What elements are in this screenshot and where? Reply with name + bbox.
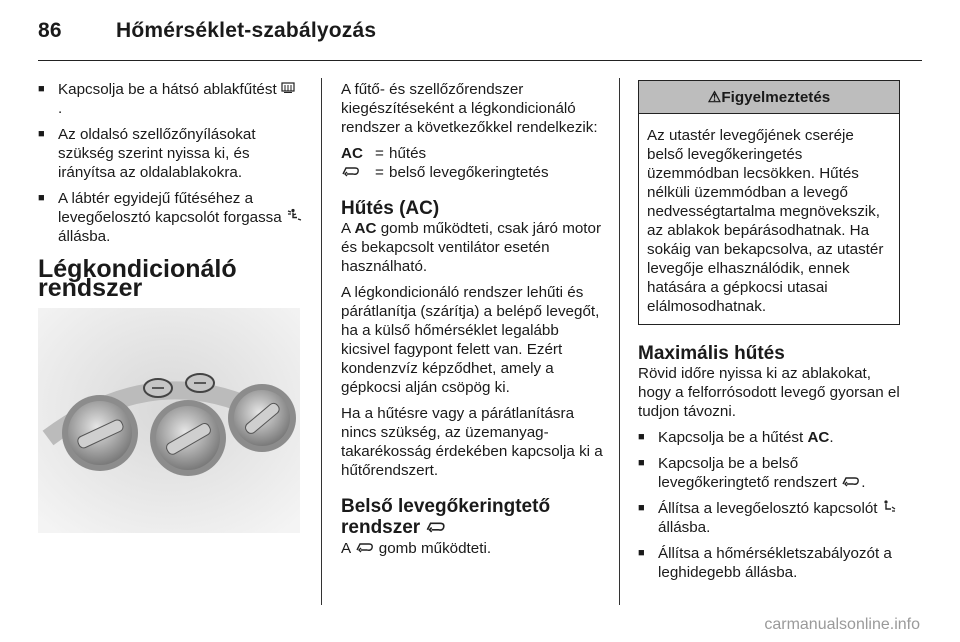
list-item: ■ Állítsa a levegőelosztó kapcsolót állásba.: [638, 499, 900, 537]
section-heading: Légkondicionáló rendszer: [38, 255, 237, 302]
column-divider: [619, 78, 620, 605]
list-item: ■ Az oldalsó szellőzőnyílásokat szükség szerint nyissa ki, és irányítsa az oldalablakokra.: [38, 125, 308, 182]
page-header: [38, 19, 376, 43]
climate-control-panel-illustration: [38, 308, 300, 533]
recirculation-icon: [341, 163, 361, 182]
recirculation-icon: [355, 539, 375, 558]
max-cooling-intro: Rövid időre nyissa ki az ablakokat, hogy a felforrósodott levegő gyorsan el tudjon távozni.: [638, 365, 900, 420]
bullet-list: [638, 428, 900, 582]
right-column: [638, 80, 900, 589]
page-title: Hőmérséklet-szabályozás: [116, 19, 377, 42]
foot-defrost-icon: [286, 208, 302, 227]
definition-row: AC = hűtés: [341, 145, 427, 162]
max-cooling-heading: Maximális hűtés: [638, 343, 785, 364]
cooling-paragraph: A AC gomb működteti, csak járó motor és bekapcsolt ventilátor esetén használható.: [341, 220, 602, 275]
recirculation-icon: [841, 473, 861, 492]
middle-column: [341, 80, 603, 565]
warning-header: ⚠Figyelmeztetés: [639, 81, 899, 114]
cooling-paragraph: A légkondicionáló rendszer lehűti és párátlanítja (szárítja) a belépő levegőt, ha a külső hőmérséklet legalább kicsivel fagypont felett van. Ezért kondenzvíz képződhet, amely a gépkocsi alján csöpög ki.: [341, 284, 600, 396]
cooling-heading: Hűtés (AC): [341, 198, 440, 219]
list-item: ■ Kapcsolja be a hátsó ablakfűtést .: [38, 80, 308, 118]
cooling-paragraph: Ha a hűtésre vagy a párátlanításra nincs szükség, az üzemanyag-takarékosság érdekében kapcsolja ki a hűtőrendszert.: [341, 405, 603, 479]
definition-list: [341, 144, 549, 182]
intro-paragraph: A fűtő- és szellőzőrendszer kiegészítéseként a légkondicionáló rendszer a következőkkel rendelkezik:: [341, 81, 598, 136]
list-item: ■ Kapcsolja be a belső levegőkeringtető rendszert .: [638, 454, 900, 492]
recirculation-icon: [425, 518, 447, 539]
list-item: ■ A lábtér egyidejű fűtéséhez a levegőelosztó kapcsolót forgassa állásba.: [38, 189, 308, 246]
watermark: carmanualsonline.info: [764, 616, 920, 633]
warning-text: Az utastér levegőjének cseréje belső levegőkeringetés üzemmódban lecsökken. Hűtés nélküli üzemmódban a levegő nedvességtartalma megnövekszik, az ablakok bepárásodhatnak. Ha sokáig van bekapcsolva, az utastér levegője elhasználódik, ennek hatására a gépkocsi utasai elálmosodhatnak.: [647, 127, 884, 315]
recirculation-paragraph: A gomb működteti.: [341, 540, 492, 557]
warning-triangle-icon: ⚠: [707, 89, 722, 106]
bullet-list: [38, 80, 308, 246]
page-number: 86: [38, 19, 62, 42]
definition-row: = belső levegőkeringtetés: [341, 163, 549, 182]
list-item: ■ Kapcsolja be a hűtést AC.: [638, 428, 900, 447]
rear-window-heater-icon: [281, 80, 295, 99]
recirculation-heading: Belső levegőkeringtető rendszer: [341, 496, 551, 538]
left-column: [38, 80, 308, 533]
warning-box: [638, 80, 900, 325]
foot-vent-icon: [882, 499, 896, 518]
header-divider: [38, 60, 922, 61]
list-item: ■ Állítsa a hőmérsékletszabályozót a leghidegebb állásba.: [638, 544, 900, 582]
column-divider: [321, 78, 322, 605]
